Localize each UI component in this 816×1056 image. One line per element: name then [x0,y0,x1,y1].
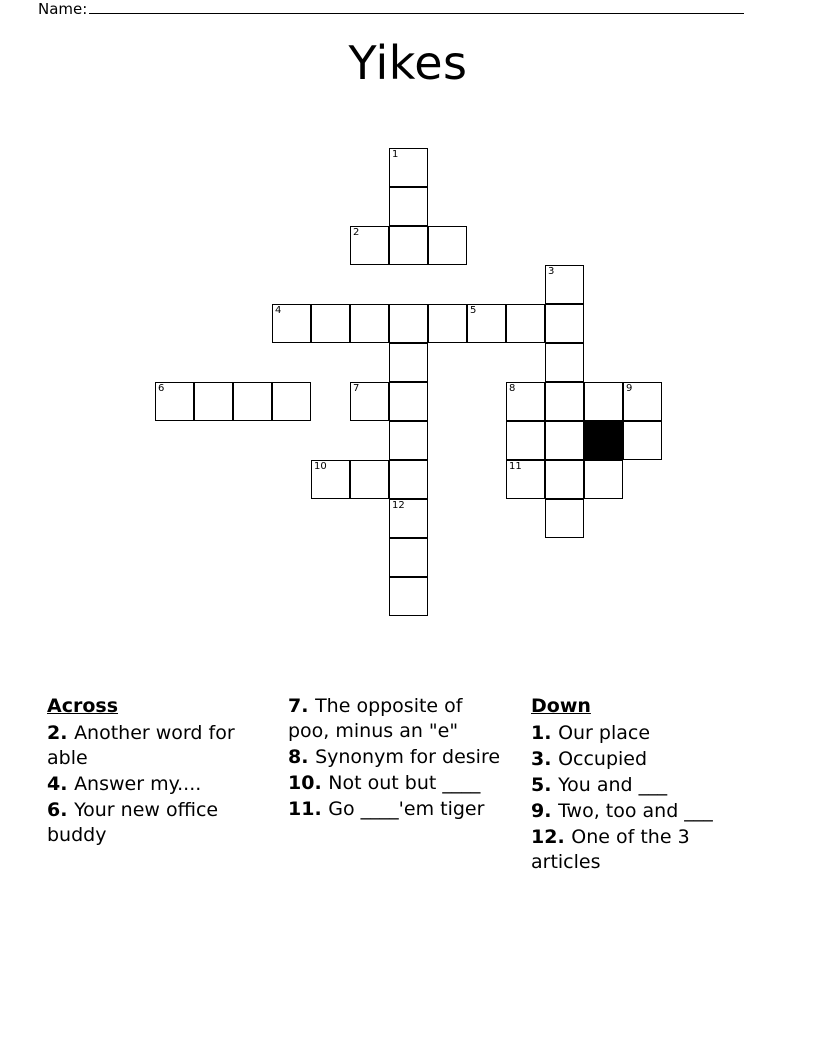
grid-cell[interactable] [389,460,428,499]
clue-text: One of the 3 articles [531,826,690,873]
clue-text: Your new office buddy [47,799,219,846]
grid-cell[interactable] [233,382,272,421]
clue-item [47,721,262,771]
clue-text: Go ____'em tiger [328,798,485,820]
clue-item [531,825,756,875]
grid-cell[interactable] [545,460,584,499]
grid-cell[interactable] [506,421,545,460]
across-heading: Across [47,695,119,717]
grid-cell[interactable] [311,460,350,499]
grid-cell-number: 3 [548,266,555,277]
clue-item [47,772,262,797]
grid-cell[interactable] [389,421,428,460]
grid-cell-number: 6 [158,383,165,394]
clue-text: Another word for able [47,722,235,769]
grid-cell[interactable] [350,226,389,265]
grid-cell[interactable] [428,226,467,265]
clues-column-down [531,694,756,876]
grid-cell[interactable] [350,304,389,343]
grid-cell[interactable] [389,187,428,226]
grid-cell-number: 10 [314,461,327,472]
clue-number: 7. [288,695,316,717]
grid-cell[interactable] [506,382,545,421]
clue-text: Answer my.... [74,773,202,795]
crossword-grid[interactable] [0,148,816,628]
grid-cell-number: 4 [275,305,282,316]
grid-cell[interactable] [389,304,428,343]
grid-cell-number: 11 [509,461,522,472]
grid-cell[interactable] [545,265,584,304]
grid-cell[interactable] [389,226,428,265]
clue-number: 2. [47,722,75,744]
clue-number: 9. [531,800,559,822]
grid-cell[interactable] [389,577,428,616]
name-row [38,0,744,18]
clues-section [0,694,816,1014]
clue-item [531,721,756,746]
grid-cell[interactable] [506,304,545,343]
clue-number: 5. [531,774,559,796]
clue-text: Our place [558,722,651,744]
grid-cell-blocked [584,421,623,460]
grid-cell[interactable] [545,304,584,343]
clue-text: You and ___ [558,774,668,796]
grid-cell[interactable] [272,382,311,421]
clue-number: 8. [288,746,316,768]
grid-cell[interactable] [389,148,428,187]
clue-number: 12. [531,826,572,848]
grid-cell[interactable] [545,421,584,460]
grid-cell[interactable] [467,304,506,343]
clue-number: 3. [531,748,559,770]
grid-cell-number: 12 [392,500,405,511]
clue-item [288,745,503,770]
clue-text: Synonym for desire [315,746,501,768]
grid-cell[interactable] [389,499,428,538]
grid-cell[interactable] [194,382,233,421]
clues-column-across-continued [288,694,503,823]
clue-item [531,773,756,798]
grid-cell[interactable] [389,343,428,382]
down-heading: Down [531,695,591,717]
grid-cell[interactable] [584,460,623,499]
clue-text: Occupied [558,748,648,770]
grid-cell-number: 5 [470,305,477,316]
grid-cell[interactable] [311,304,350,343]
page-title: Yikes [348,36,468,90]
clue-item [47,798,262,848]
clue-number: 10. [288,772,329,794]
grid-cell[interactable] [623,421,662,460]
clue-number: 1. [531,722,559,744]
grid-cell[interactable] [584,382,623,421]
grid-cell-number: 1 [392,149,399,160]
grid-cell[interactable] [272,304,311,343]
clue-item [531,799,756,824]
clue-number: 11. [288,798,329,820]
clue-item [531,747,756,772]
grid-cell-number: 2 [353,227,360,238]
clue-number: 4. [47,773,75,795]
grid-cell-number: 9 [626,383,633,394]
clue-text: Not out but ____ [328,772,481,794]
grid-cell[interactable] [389,382,428,421]
clue-item [288,797,503,822]
grid-cell-number: 8 [509,383,516,394]
grid-cell[interactable] [350,460,389,499]
clues-column-across [47,694,262,849]
grid-cell[interactable] [623,382,662,421]
name-label: Name: [38,0,88,18]
grid-cell[interactable] [545,499,584,538]
grid-cell-number: 7 [353,383,360,394]
grid-cell[interactable] [389,538,428,577]
grid-cell[interactable] [545,343,584,382]
clue-number: 6. [47,799,75,821]
grid-cell[interactable] [350,382,389,421]
grid-cell[interactable] [155,382,194,421]
clue-item [288,771,503,796]
name-write-line[interactable] [89,0,744,14]
clue-text: The opposite of poo, minus an "e" [288,695,463,742]
grid-cell[interactable] [428,304,467,343]
grid-cell[interactable] [545,382,584,421]
clue-text: Two, too and ___ [558,800,713,822]
clue-item [288,694,503,744]
grid-cell[interactable] [506,460,545,499]
